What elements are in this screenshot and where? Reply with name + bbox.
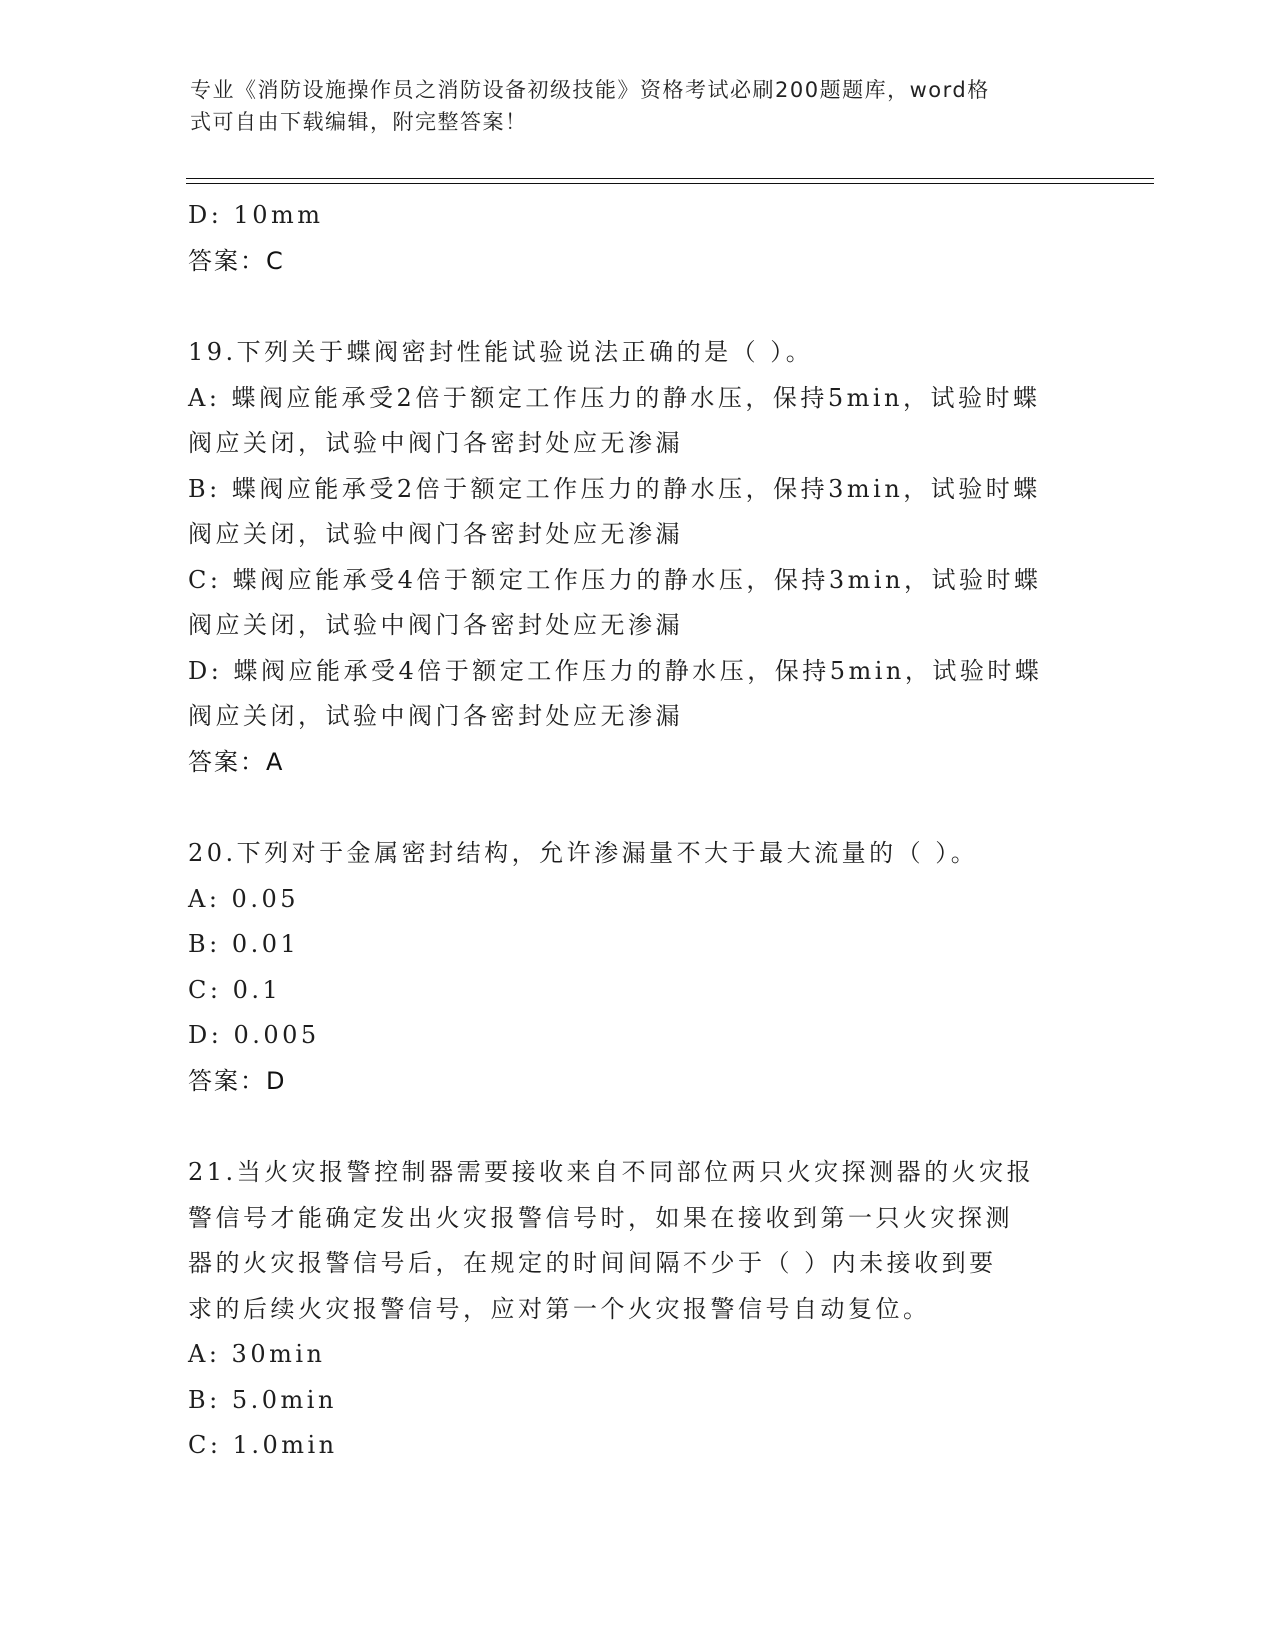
q21-option-c: C: 1.0min — [188, 1431, 338, 1459]
spacer — [188, 284, 1088, 330]
q20-option-b: B: 0.01 — [188, 930, 300, 958]
q19-stem: 19.下列关于蝶阀密封性能试验说法正确的是（ ）。 — [188, 338, 814, 366]
q20-option-a: A: 0.05 — [188, 884, 299, 913]
q21-option-b: B: 5.0min — [188, 1385, 337, 1414]
q20-stem: 20.下列对于金属密封结构，允许渗漏量不大于最大流量的（ ）。 — [188, 839, 979, 867]
q21-stem-line4: 求的后续火灾报警信号，应对第一个火灾报警信号自动复位。 — [188, 1294, 931, 1323]
q19-option-d-line1: D: 蝶阀应能承受4倍于额定工作压力的静水压，保持5min，试验时蝶 — [188, 656, 1043, 685]
q19-option-a-line2: 阀应关闭，试验中阀门各密封处应无渗漏 — [188, 429, 683, 457]
header-divider-top — [186, 178, 1154, 179]
q20-option-c: C: 0.1 — [188, 975, 282, 1004]
q19-option-a-line1: A: 蝶阀应能承受2倍于额定工作压力的静水压，保持5min，试验时蝶 — [188, 383, 1041, 412]
q20-option-d: D: 0.005 — [188, 1021, 320, 1049]
q21-stem-line2: 警信号才能确定发出火灾报警信号时，如果在接收到第一只火灾探测 — [188, 1203, 1013, 1232]
header-line-1: 专业《消防设施操作员之消防设备初级技能》资格考试必刷200题题库，word格 — [190, 78, 990, 102]
header-divider-bottom — [186, 183, 1154, 184]
spacer — [188, 785, 1088, 831]
q19-option-b-line2: 阀应关闭，试验中阀门各密封处应无渗漏 — [188, 520, 683, 548]
header-line-2: 式可自由下载编辑，附完整答案！ — [190, 110, 528, 134]
q19-option-c-line1: C: 蝶阀应能承受4倍于额定工作压力的静水压，保持3min，试验时蝶 — [188, 565, 1042, 594]
q19-option-c-line2: 阀应关闭，试验中阀门各密封处应无渗漏 — [188, 611, 683, 639]
q19-option-b-line1: B: 蝶阀应能承受2倍于额定工作压力的静水压，保持3min，试验时蝶 — [188, 474, 1041, 503]
q20-answer: 答案：D — [188, 1066, 287, 1095]
q18-answer: 答案：C — [188, 246, 285, 275]
q19-answer: 答案：A — [188, 747, 285, 776]
question-content — [188, 193, 1088, 1469]
page-header — [190, 74, 1070, 138]
q21-option-a: A: 30min — [188, 1340, 326, 1368]
q18-option-d: D: 10mm — [188, 201, 324, 229]
spacer — [188, 1104, 1088, 1150]
q19-option-d-line2: 阀应关闭，试验中阀门各密封处应无渗漏 — [188, 702, 683, 730]
q21-stem-line1: 21.当火灾报警控制器需要接收来自不同部位两只火灾探测器的火灾报 — [188, 1158, 1035, 1186]
q21-stem-line3: 器的火灾报警信号后，在规定的时间间隔不少于（ ）内未接收到要 — [188, 1249, 997, 1277]
